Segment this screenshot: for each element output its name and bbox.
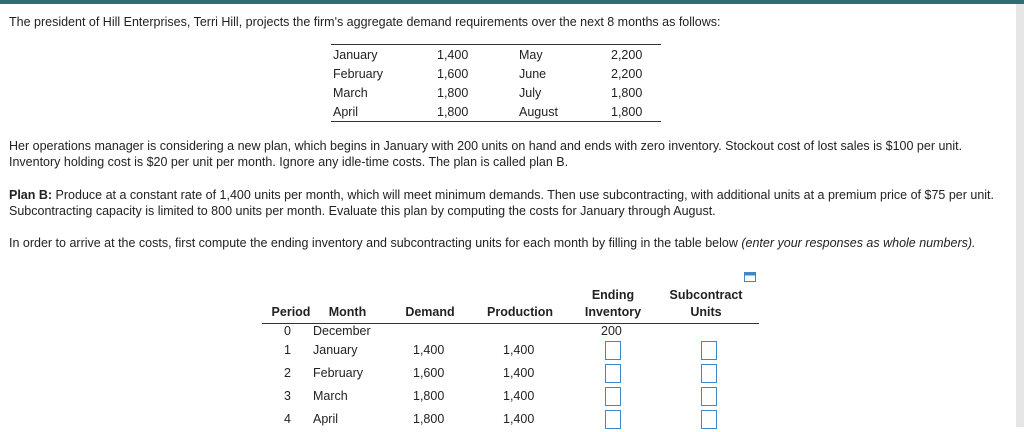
period-cell: 3 xyxy=(284,389,291,403)
planb-text: Produce at a constant rate of 1,400 units per month, which will meet minimum demands. Then use subcontracting, with additional units at a premium price of $75 per unit. Subcontracting capacity is limited to 800 units per month. Evaluate this plan by computing the costs for January through August. xyxy=(9,188,994,218)
month-cell: February xyxy=(313,366,364,380)
production-cell: 1,400 xyxy=(503,343,535,357)
demand-value: 1,800 xyxy=(611,86,643,100)
subcontract-units-input[interactable] xyxy=(701,410,717,429)
header-month: Month xyxy=(328,305,367,319)
table-row xyxy=(262,340,759,363)
production-cell: 1,400 xyxy=(503,389,535,403)
demand-row xyxy=(331,64,661,83)
subcontract-units-input[interactable] xyxy=(701,364,717,383)
planb-label: Plan B: xyxy=(9,188,53,202)
subcontract-units-input[interactable] xyxy=(701,387,717,406)
demand-value: 1,800 xyxy=(611,105,643,119)
month-cell: January xyxy=(313,343,358,357)
calculator-icon[interactable] xyxy=(744,272,756,282)
instructions xyxy=(9,235,1009,251)
month-label: February xyxy=(333,67,384,81)
demand-value: 2,200 xyxy=(611,67,643,81)
ending-inventory-input[interactable] xyxy=(605,410,621,429)
header-ending: Ending xyxy=(591,288,635,302)
month-label: July xyxy=(519,86,542,100)
demand-row xyxy=(331,102,661,121)
month-label: August xyxy=(519,105,558,119)
planb-description xyxy=(9,187,1009,219)
table-row xyxy=(262,363,759,386)
scrollbar[interactable] xyxy=(1016,4,1024,427)
demand-cell: 1,600 xyxy=(413,366,445,380)
table-header xyxy=(262,285,759,324)
demand-table xyxy=(331,44,661,122)
month-label: April xyxy=(333,105,359,119)
intro-text: The president of Hill Enterprises, Terri Hill, projects the firm's aggregate demand requirements over the next 8 months as follows: xyxy=(9,15,721,29)
month-cell: April xyxy=(313,412,339,426)
ending-inventory-input[interactable] xyxy=(605,341,621,360)
demand-row xyxy=(331,45,661,64)
header-period: Period xyxy=(271,305,311,319)
demand-value: 1,400 xyxy=(437,48,469,62)
table-row xyxy=(262,409,759,432)
period-cell: 0 xyxy=(284,324,291,338)
period-cell: 4 xyxy=(284,412,291,426)
header-subcontract: Subcontract xyxy=(669,288,743,302)
demand-value: 1,800 xyxy=(437,86,469,100)
production-cell: 1,400 xyxy=(503,412,535,426)
plan-b-table xyxy=(262,285,759,432)
top-accent-bar xyxy=(0,0,1024,4)
month-cell: March xyxy=(313,389,348,403)
instructions-note: (enter your responses as whole numbers). xyxy=(741,236,976,250)
initial-inventory: 200 xyxy=(601,324,622,338)
header-units: Units xyxy=(690,305,722,319)
month-label: June xyxy=(519,67,547,81)
demand-value: 1,800 xyxy=(437,105,469,119)
month-cell: December xyxy=(313,324,371,338)
month-label: March xyxy=(333,86,368,100)
header-production: Production xyxy=(487,305,553,319)
header-inventory: Inventory xyxy=(584,305,642,319)
demand-cell: 1,400 xyxy=(413,343,445,357)
ending-inventory-input[interactable] xyxy=(605,364,621,383)
demand-cell: 1,800 xyxy=(413,412,445,426)
table-row xyxy=(262,324,759,340)
ending-inventory-input[interactable] xyxy=(605,387,621,406)
month-label: January xyxy=(333,48,378,62)
demand-value: 1,600 xyxy=(437,67,469,81)
table-row xyxy=(262,386,759,409)
period-cell: 1 xyxy=(284,343,291,357)
instructions-text: In order to arrive at the costs, first compute the ending inventory and subcontracting units for each month by filling in the table below xyxy=(9,236,742,250)
header-demand: Demand xyxy=(405,305,455,319)
demand-cell: 1,800 xyxy=(413,389,445,403)
subcontract-units-input[interactable] xyxy=(701,341,717,360)
demand-row xyxy=(331,83,661,102)
period-cell: 2 xyxy=(284,366,291,380)
demand-value: 2,200 xyxy=(611,48,643,62)
production-cell: 1,400 xyxy=(503,366,535,380)
month-label: May xyxy=(519,48,543,62)
plan-description: Her operations manager is considering a new plan, which begins in January with 200 units on hand and ends with zero inventory. Stockout cost of lost sales is $100 per unit. Inventory holding cost is $20 per unit per month. Ignore any idle-time costs. The plan is called plan B. xyxy=(9,139,963,169)
